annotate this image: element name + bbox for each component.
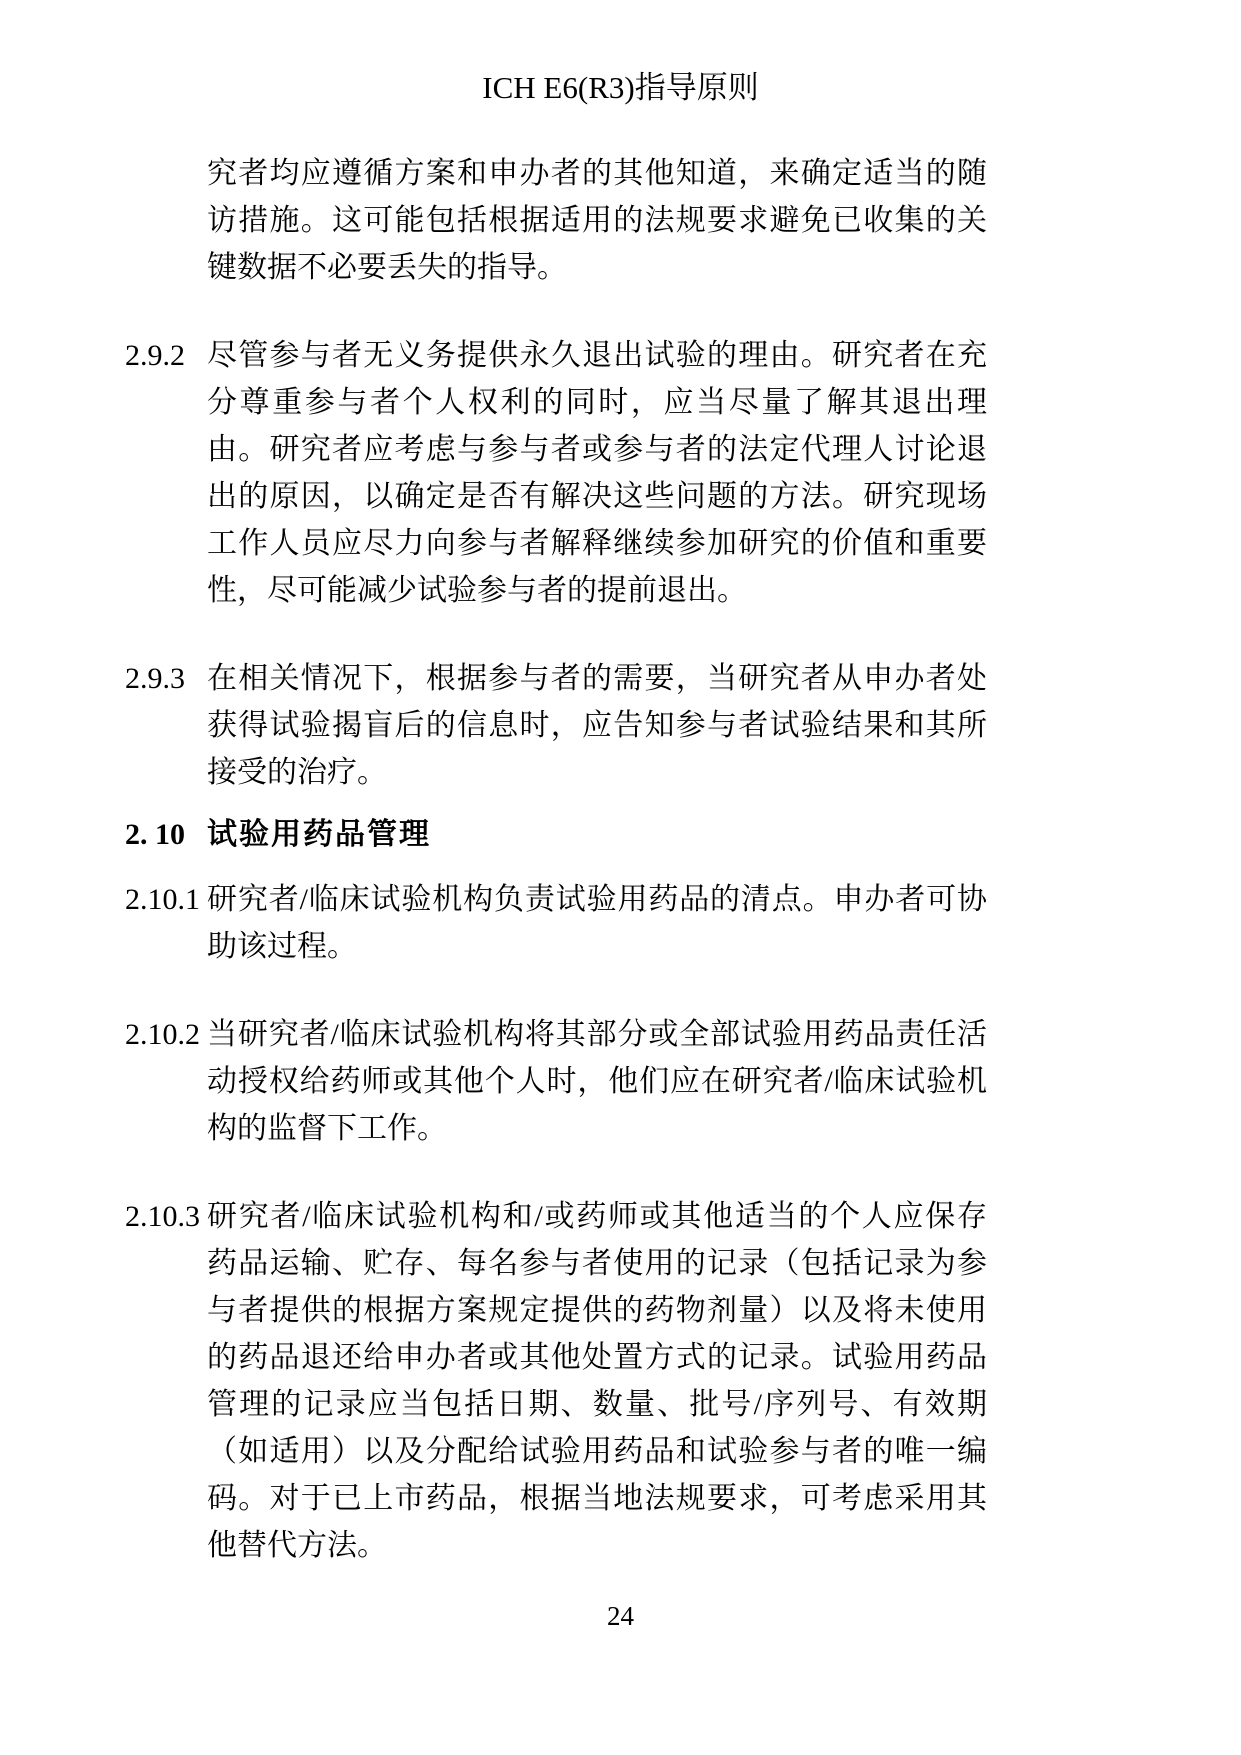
text-line: 获得试验揭盲后的信息时，应告知参与者试验结果和其所 <box>207 709 987 742</box>
text-line: 工作人员应尽力向参与者解释继续参加研究的价值和重要 <box>207 527 987 560</box>
paragraph-text <box>207 332 987 614</box>
text-line: 动授权给药师或其他个人时，他们应在研究者/临床试验机 <box>207 1065 987 1098</box>
section-number: 2.10.3 <box>125 1200 200 1233</box>
paragraph-2-10-1 <box>125 876 987 970</box>
document-header-title: ICH E6(R3)指导原则 <box>482 70 759 105</box>
paragraph-2-10-2 <box>125 1011 987 1152</box>
paragraph-text <box>207 1011 987 1152</box>
paragraph-2-9-3 <box>125 655 987 796</box>
text-line: 与者提供的根据方案规定提供的药物剂量）以及将未使用 <box>207 1294 987 1327</box>
text-line: 出的原因，以确定是否有解决这些问题的方法。研究现场 <box>207 480 987 513</box>
text-line: 在相关情况下，根据参与者的需要，当研究者从申办者处 <box>207 662 987 695</box>
text-line: 访措施。这可能包括根据适用的法规要求避免已收集的关 <box>207 204 987 237</box>
text-line: 键数据不必要丢失的指导。 <box>207 251 567 284</box>
paragraph-text <box>207 1193 987 1569</box>
paragraph-text <box>207 876 987 970</box>
text-line: 究者均应遵循方案和申办者的其他知道，来确定适当的随 <box>207 157 987 190</box>
text-line: 由。研究者应考虑与参与者或参与者的法定代理人讨论退 <box>207 433 987 466</box>
section-number: 2.10.2 <box>125 1018 200 1051</box>
document-body <box>125 150 987 1569</box>
section-heading-text: 试验用药品管理 <box>207 818 431 851</box>
text-line: 助该过程。 <box>207 930 357 963</box>
text-line: 药品运输、贮存、每名参与者使用的记录（包括记录为参 <box>207 1247 987 1280</box>
paragraph-2-9-2 <box>125 332 987 614</box>
section-heading-2-10 <box>125 811 987 858</box>
section-number: 2.9.3 <box>125 662 185 695</box>
paragraph-continuation <box>125 150 987 291</box>
text-line: （如适用）以及分配给试验用药品和试验参与者的唯一编 <box>207 1435 987 1468</box>
text-line: 构的监督下工作。 <box>207 1112 447 1145</box>
section-number: 2. 10 <box>125 818 185 851</box>
section-number: 2.9.2 <box>125 339 185 372</box>
text-line: 管理的记录应当包括日期、数量、批号/序列号、有效期 <box>207 1388 987 1421</box>
text-line: 码。对于已上市药品，根据当地法规要求，可考虑采用其 <box>207 1482 987 1515</box>
section-number: 2.10.1 <box>125 883 200 916</box>
text-line: 性，尽可能减少试验参与者的提前退出。 <box>207 574 747 607</box>
text-line: 接受的治疗。 <box>207 756 387 789</box>
paragraph-2-10-3 <box>125 1193 987 1569</box>
section-number <box>125 150 207 291</box>
text-line: 分尊重参与者个人权利的同时，应当尽量了解其退出理 <box>207 386 987 419</box>
text-line: 尽管参与者无义务提供永久退出试验的理由。研究者在充 <box>207 339 987 372</box>
text-line: 当研究者/临床试验机构将其部分或全部试验用药品责任活 <box>207 1018 987 1051</box>
text-line: 他替代方法。 <box>207 1529 387 1562</box>
paragraph-text <box>207 150 987 291</box>
page-number: 24 <box>607 1601 634 1631</box>
text-line: 研究者/临床试验机构负责试验用药品的清点。申办者可协 <box>207 883 987 916</box>
section-heading-text-wrap <box>207 811 987 858</box>
paragraph-text <box>207 655 987 796</box>
text-line: 研究者/临床试验机构和/或药师或其他适当的个人应保存 <box>207 1200 987 1233</box>
text-line: 的药品退还给申办者或其他处置方式的记录。试验用药品 <box>207 1341 987 1374</box>
